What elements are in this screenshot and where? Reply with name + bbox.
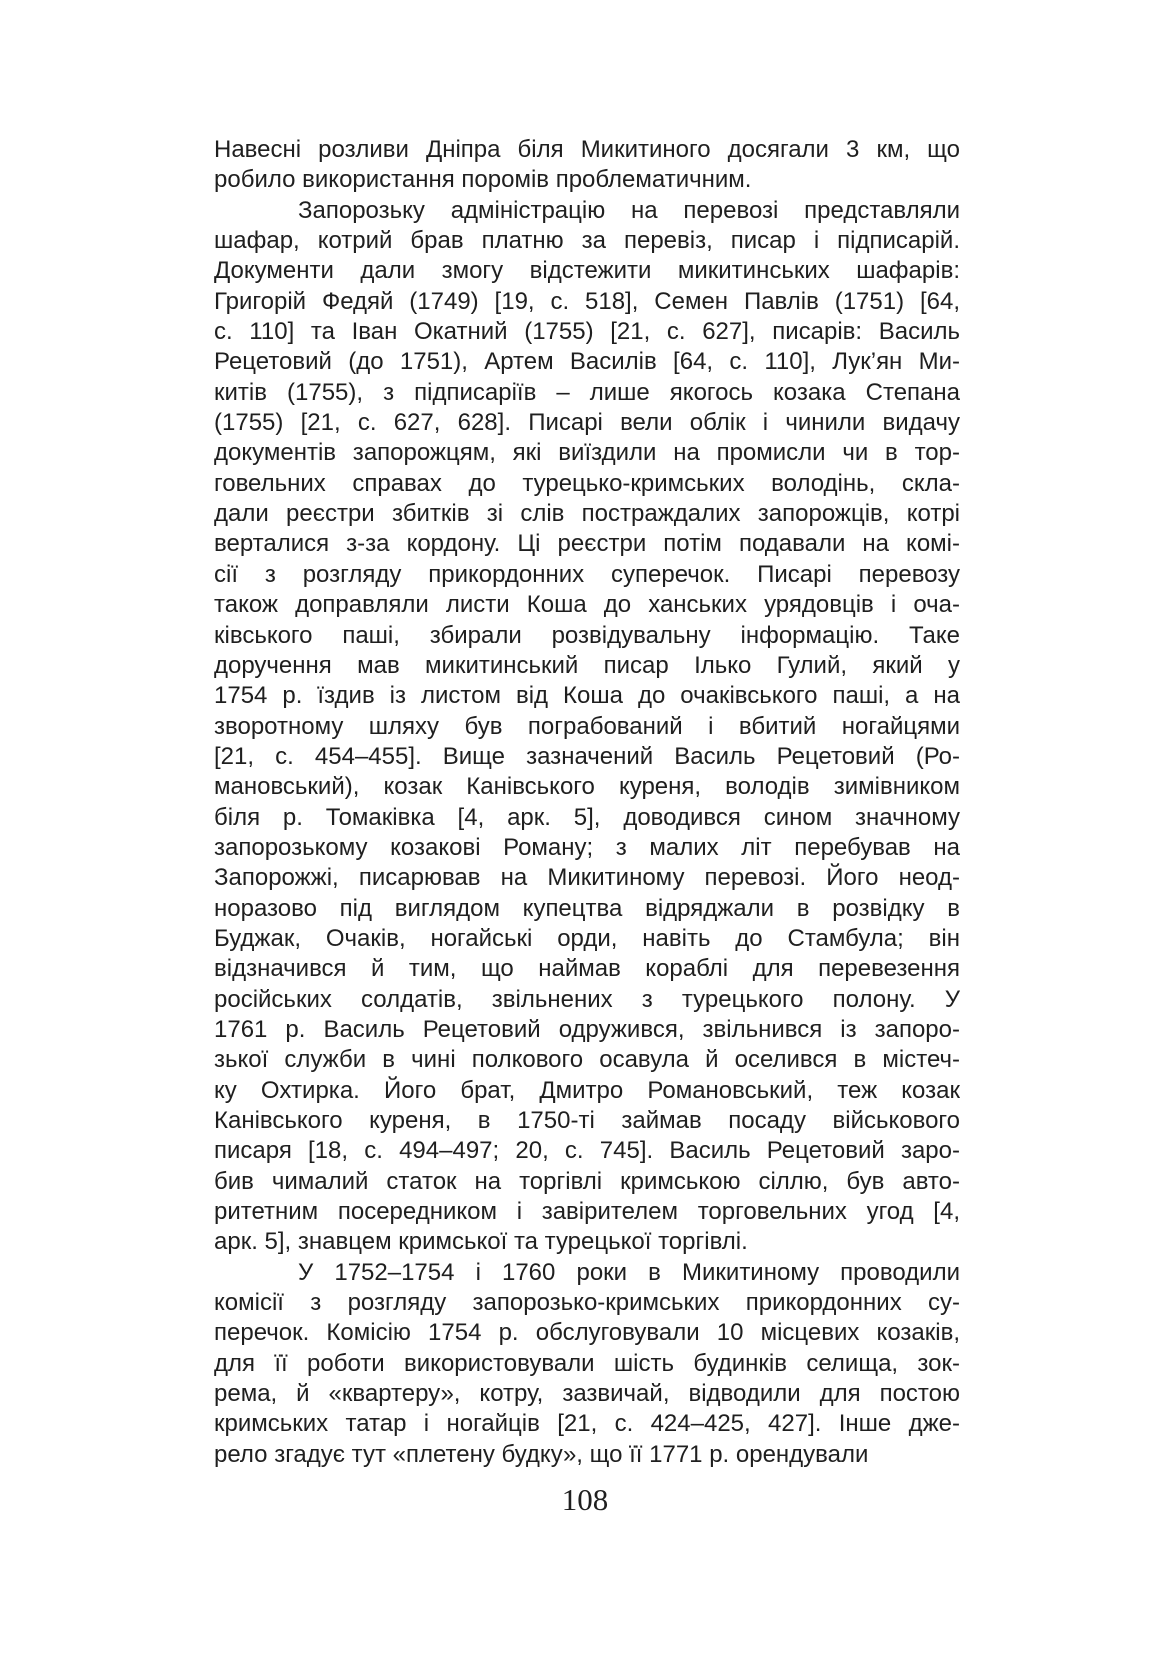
text-line: зької служби в чині полкового осавула й оселився в містеч- <box>214 1046 960 1074</box>
text-line: [21, с. 454–455]. Вище зазначений Василь Рецетовий (Ро- <box>214 742 960 770</box>
text-line: робило використання поромів проблематичним. <box>214 166 752 194</box>
text-line: Канівського куреня, в 1750-ті займав посаду військового <box>214 1107 960 1134</box>
paragraph <box>214 135 960 196</box>
text-line: Запорозьку адміністрацію на перевозі представляли <box>298 196 960 224</box>
text-line: 1754 р. їздив із листом від Коша до очаківського паші, а на <box>214 682 960 710</box>
text-line: для її роботи використовували шість будинків селища, зок- <box>214 1349 960 1377</box>
paragraph <box>214 1258 960 1470</box>
text-line: біля р. Томаківка [4, арк. 5], доводився сином значному <box>214 803 960 831</box>
text-line: норазово під виглядом купецтва відряджали в розвідку в <box>214 894 960 922</box>
text-line: бив чималий статок на торгівлі кримською сіллю, був авто- <box>214 1167 960 1195</box>
text-line: арк. 5], знавцем кримської та турецької торгівлі. <box>214 1228 748 1256</box>
text-line: запорозькому козакові Роману; з малих літ перебував на <box>214 833 960 861</box>
page-number: 108 <box>561 1482 609 1517</box>
text-line: У 1752–1754 і 1760 роки в Микитиному проводили <box>298 1258 960 1286</box>
text-line: Запорожжі, писарював на Микитиному перевозі. Його неод- <box>214 864 960 892</box>
text-line: дали реєстри збитків зі слів постраждалих запорожців, котрі <box>214 500 960 528</box>
text-line: писаря [18, с. 494–497; 20, с. 745]. Василь Рецетовий заро- <box>214 1137 960 1165</box>
text-line: відзначився й тим, що наймав кораблі для перевезення <box>214 955 960 983</box>
text-line: мановський), козак Канівського куреня, володів зимівником <box>214 773 960 801</box>
text-line: також доправляли листи Коша до ханських урядовців і оча- <box>214 591 960 619</box>
text-line: Навесні розливи Дніпра біля Микитиного досягали 3 км, що <box>214 136 960 163</box>
text-line: 1761 р. Василь Рецетовий одружився, звільнився із запоро- <box>214 1015 960 1043</box>
text-line: верталися з-за кордону. Ці реєстри потім подавали на комі- <box>214 530 960 558</box>
text-line: китів (1755), з підписаріїв – лише якогось козака Степана <box>214 378 960 406</box>
body-text <box>214 135 960 1470</box>
text-line: документів запорожцям, які виїздили на промисли чи в тор- <box>214 439 960 467</box>
text-line: кримських татар і ногайців [21, с. 424–425, 427]. Інше дже- <box>214 1410 960 1438</box>
text-line: шафар, котрий брав платню за перевіз, писар і підписарій. <box>214 227 960 255</box>
text-line: ритетним посередником і завірителем торговельних угод [4, <box>214 1198 960 1226</box>
text-line: ку Охтирка. Його брат, Дмитро Романовський, теж козак <box>214 1076 960 1104</box>
text-line: перечок. Комісію 1754 р. обслуговували 10 місцевих козаків, <box>214 1319 960 1347</box>
text-line: говельних справах до турецько-кримських володінь, скла- <box>214 469 960 497</box>
text-line: комісії з розгляду запорозько-кримських прикордонних су- <box>214 1289 960 1317</box>
text-line: Рецетовий (до 1751), Артем Василів [64, с. 110], Лук’ян Ми- <box>214 348 960 376</box>
text-line: Документи дали змогу відстежити микитинських шафарів: <box>214 257 960 285</box>
text-line: Буджак, Очаків, ногайські орди, навіть до Стамбула; він <box>214 924 960 952</box>
text-line: зворотному шляху був пограбований і вбитий ногайцями <box>214 712 960 740</box>
text-line: російських солдатів, звільнених з турецького полону. У <box>214 985 960 1013</box>
text-line: доручення мав микитинський писар Ілько Гулий, який у <box>214 651 960 679</box>
text-line: Григорій Федяй (1749) [19, с. 518], Семен Павлів (1751) [64, <box>214 287 960 315</box>
text-line: рема, й «квартеру», котру, зазвичай, відводили для постою <box>214 1380 960 1408</box>
text-line: (1755) [21, с. 627, 628]. Писарі вели облік і чинили видачу <box>214 409 960 437</box>
text-line: рело згадує тут «плетену будку», що її 1771 р. орендували <box>214 1440 869 1468</box>
text-line: сії з розгляду прикордонних суперечок. Писарі перевозу <box>214 560 960 588</box>
text-line: ківського паші, збирали розвідувальну інформацію. Таке <box>214 621 960 649</box>
paragraph <box>214 196 960 1258</box>
text-line: с. 110] та Іван Окатний (1755) [21, с. 627], писарів: Василь <box>214 318 960 346</box>
